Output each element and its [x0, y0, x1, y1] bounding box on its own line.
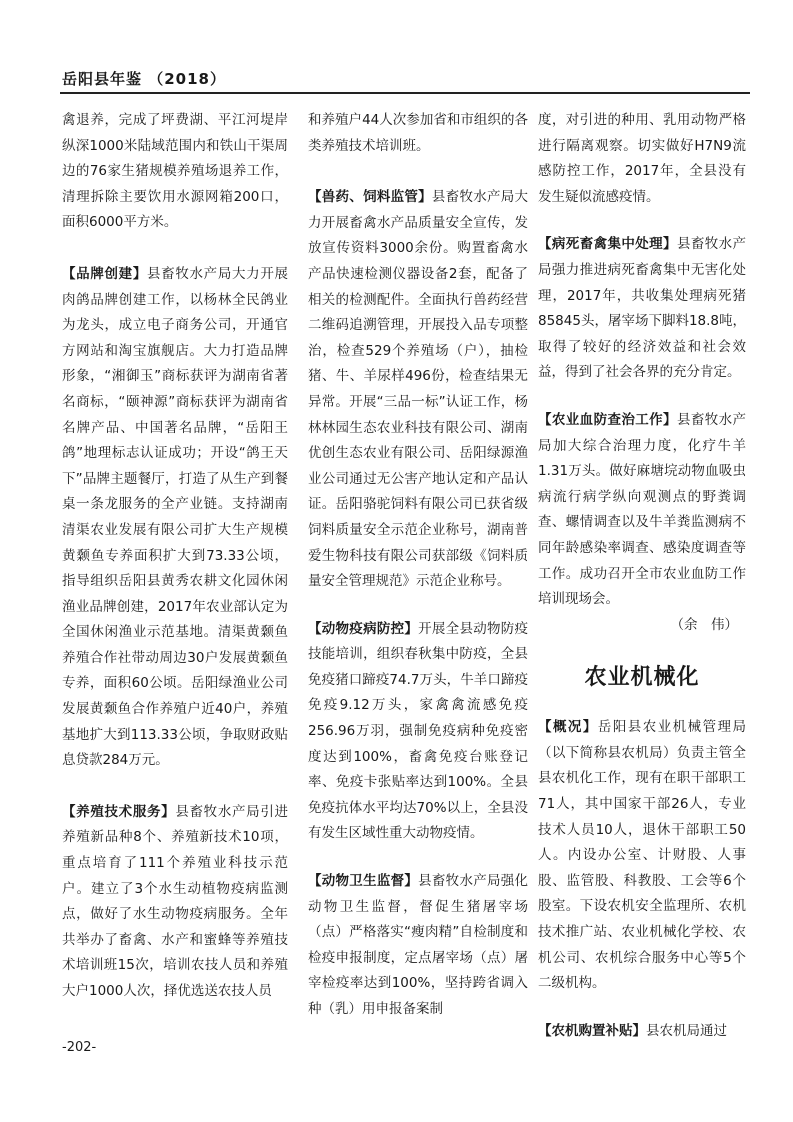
section-label-blood-fluke: 【农业血防查治工作】 — [538, 411, 677, 428]
section-label-subsidy: 【农机购置补贴】 — [538, 1022, 646, 1039]
yearbook-title: 岳阳县年鉴 （2018） — [62, 70, 226, 88]
section-label-brand: 【品牌创建】 — [62, 265, 147, 282]
brand-text: 县畜牧水产局大力开展肉鸽品牌创建工作，以杨林全民鸽业为龙头，成立电子商务公司，开通官方网站和淘宝旗舰店。大力打造品牌形象，“湘御玉”商标获评为湖南省著名商标，“颐神源”商标获评为湖南省名牌产品、中国著名品牌，“岳阳王鸽”地理标志认证成功；开设“鸽王天下”品牌主题餐厅，打造了从生产到餐桌一条龙服务的全产业链。支持湖南清渠农业发展有限公司扩大生产规模黄颡鱼专养面积扩大到73.33公顷，指导组织岳阳县黄秀农耕文化园休闲渔业品牌创建，2017年农业部认定为全国休闲渔业示范基地。清渠黄颡鱼养殖合作社带动周边30户发展黄颡鱼专养，面积60公顷。岳阳绿渔业公司发展黄颡鱼合作养殖户近40户，养殖基地扩大到113.33公顷，争取财政贴息贷款284万元。 — [62, 265, 288, 769]
section-label-tech: 【养殖技术服务】 — [62, 803, 176, 820]
column-1 — [62, 108, 288, 1005]
paragraph-dead-livestock — [538, 232, 746, 386]
paragraph-continued: 禽退养，完成了坪费湖、平江河堤岸纵深1000米陆域范围内和铁山干渠周边的76家生猪规模养殖场退养工作，清理拆除主要饮用水源网箱200口，面积6000平方米。 — [62, 112, 288, 231]
paragraph-tech — [62, 800, 288, 1005]
running-header — [60, 62, 750, 94]
column-3 — [538, 108, 746, 1044]
section-label-hygiene: 【动物卫生监督】 — [308, 873, 419, 890]
paragraph-subsidy — [538, 1019, 746, 1045]
paragraph-vet — [308, 185, 528, 595]
paragraph-epidemic — [308, 617, 528, 847]
section-label-dead-livestock: 【病死畜禽集中处理】 — [538, 236, 677, 253]
paragraph-overview — [538, 715, 746, 997]
vet-text: 县畜牧水产局大力开展畜禽水产品质量安全宣传，发放宣传资料3000余份。购置畜禽水产品快速检测仪器设备2套，配备了相关的检测配件。全面执行兽药经营二维码追溯管理，开展投入品专项整治，检查529个养殖场（户），抽检猪、牛、羊尿样496份，检查结果无异常。开展“三品一标”认证工作，杨林林园生态农业科技有限公司、湖南优创生态农业有限公司、岳阳绿源渔业公司通过无公害产地认定和产品认证。岳阳骆驼饲料有限公司已获省级饲料质量安全示范企业称号，湖南普爱生物科技有限公司获部级《饲料质量安全管理规范》示范企业称号。 — [308, 189, 529, 590]
paragraph-continued-3: 度，对引进的种用、乳用动物严格进行隔离观察。切实做好H7N9流感防控工作，2017年，全县没有发生疑似流感疫情。 — [538, 112, 746, 205]
author-signature: （余 伟） — [670, 616, 738, 633]
paragraph-blood-fluke — [538, 408, 746, 613]
section-label-epidemic: 【动物疫病防控】 — [308, 620, 419, 637]
page-number: -202- — [62, 1040, 97, 1055]
section-title: 农业机械化 — [584, 665, 700, 691]
section-label-overview: 【概况】 — [538, 719, 598, 736]
overview-text: 岳阳县农业机械管理局（以下简称县农机局）负责主管全县农机化工作，现有在职干部职工71人，其中国家干部26人，专业技术人员10人，退休干部职工50人。内设办公室、计财股、人事股、监管股、科教股、工会等6个股室。下设农机安全监理所、农机技术推广站、农业机械化学校、农机公司、农机综合服务中心等5个二级机构。 — [538, 719, 747, 992]
paragraph-hygiene — [308, 869, 528, 1023]
section-label-vet: 【兽药、饲料监管】 — [308, 189, 432, 206]
column-2 — [308, 108, 528, 1023]
paragraph-brand — [62, 262, 288, 774]
tech-text: 县畜牧水产局引进养殖新品种8个、养殖新技术10项，重点培育了111个养殖业科技示范户。建立了3个水生动植物疫病监测点，做好了水生动物疫病服务。全年共举办了畜禽、水产和蜜蜂等养殖技术培训班15次，培训农技人员和养殖大户1000人次，择优选送农技人员 — [62, 803, 289, 999]
dead-livestock-text: 县畜牧水产局强力推进病死畜禽集中无害化处理，2017年，共收集处理病死猪85845头，屠宰场下脚料18.8吨，取得了较好的经济效益和社会效益，得到了社会各界的充分肯定。 — [538, 236, 747, 381]
paragraph-continued-2: 和养殖户44人次参加省和市组织的各类养殖技术培训班。 — [308, 112, 528, 154]
subsidy-text: 县农机局通过 — [646, 1022, 727, 1039]
epidemic-text: 开展全县动物防疫技能培训，组织春秋集中防疫，全县免疫猪口蹄疫74.7万头，牛羊口蹄疫免疫9.12万头，家禽禽流感免疫256.96万羽，强制免疫病种免疫密度达到100%，畜禽免疫台账登记率、免疫卡张贴率达到100%。全县免疫抗体水平均达70%以上，全县没有发生区域性重大动物疫情。 — [308, 620, 529, 842]
hygiene-text: 县畜牧水产局强化动物卫生监督，督促生猪屠宰场（点）严格落实“瘦肉精”自检制度和检疫申报制度，定点屠宰场（点）屠宰检疫率达到100%，坚持跨省调入种（乳）用申报备案制 — [308, 873, 529, 1017]
blood-fluke-text: 县畜牧水产局加大综合治理力度，化疗牛羊1.31万头。做好麻塘垸动物血吸虫病流行病学纵向观测点的野粪调查、螺情调查以及牛羊粪监测病不同年龄感染率调查、感染度调查等工作。成功召开全市农业血防工作培训现场会。 — [538, 411, 747, 608]
